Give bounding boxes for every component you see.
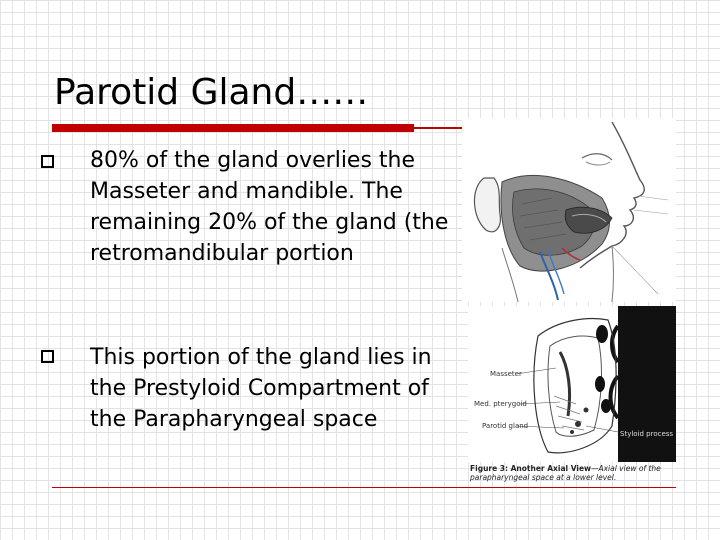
- label-med-pterygoid: Med. pterygoid: [474, 400, 527, 408]
- title-underline-thick: [52, 124, 414, 132]
- airway-dark-region: [618, 306, 676, 462]
- bullet-marker-1: [41, 155, 54, 168]
- label-parotid-gland: Parotid gland: [482, 422, 529, 430]
- figure-head-dissection: [462, 118, 676, 302]
- axial-view-diagram: [468, 306, 676, 462]
- figure-caption: [470, 464, 675, 482]
- bullet-text-1: 80% of the gland overlies the Masseter and mandible. The remaining 20% of the gland (the retromandibular portion: [90, 148, 449, 266]
- label-styloid-process: Styloid process: [620, 430, 674, 438]
- head-dissection-illustration: [462, 118, 676, 302]
- slide-title: Parotid Gland……: [54, 72, 369, 113]
- bottom-divider: [52, 487, 676, 488]
- bullet-text-2: This portion of the gland lies in the Prestyloid Compartment of the Parapharyngeal space: [90, 345, 432, 432]
- bullet-marker-2: [41, 350, 54, 363]
- caption-title: Figure 3: Another Axial View: [470, 464, 591, 473]
- label-masseter: Masseter: [490, 370, 522, 378]
- caption-body: —Axial view of the parapharyngeal space at a lower level.: [470, 464, 661, 482]
- figure-axial-view: [468, 306, 676, 462]
